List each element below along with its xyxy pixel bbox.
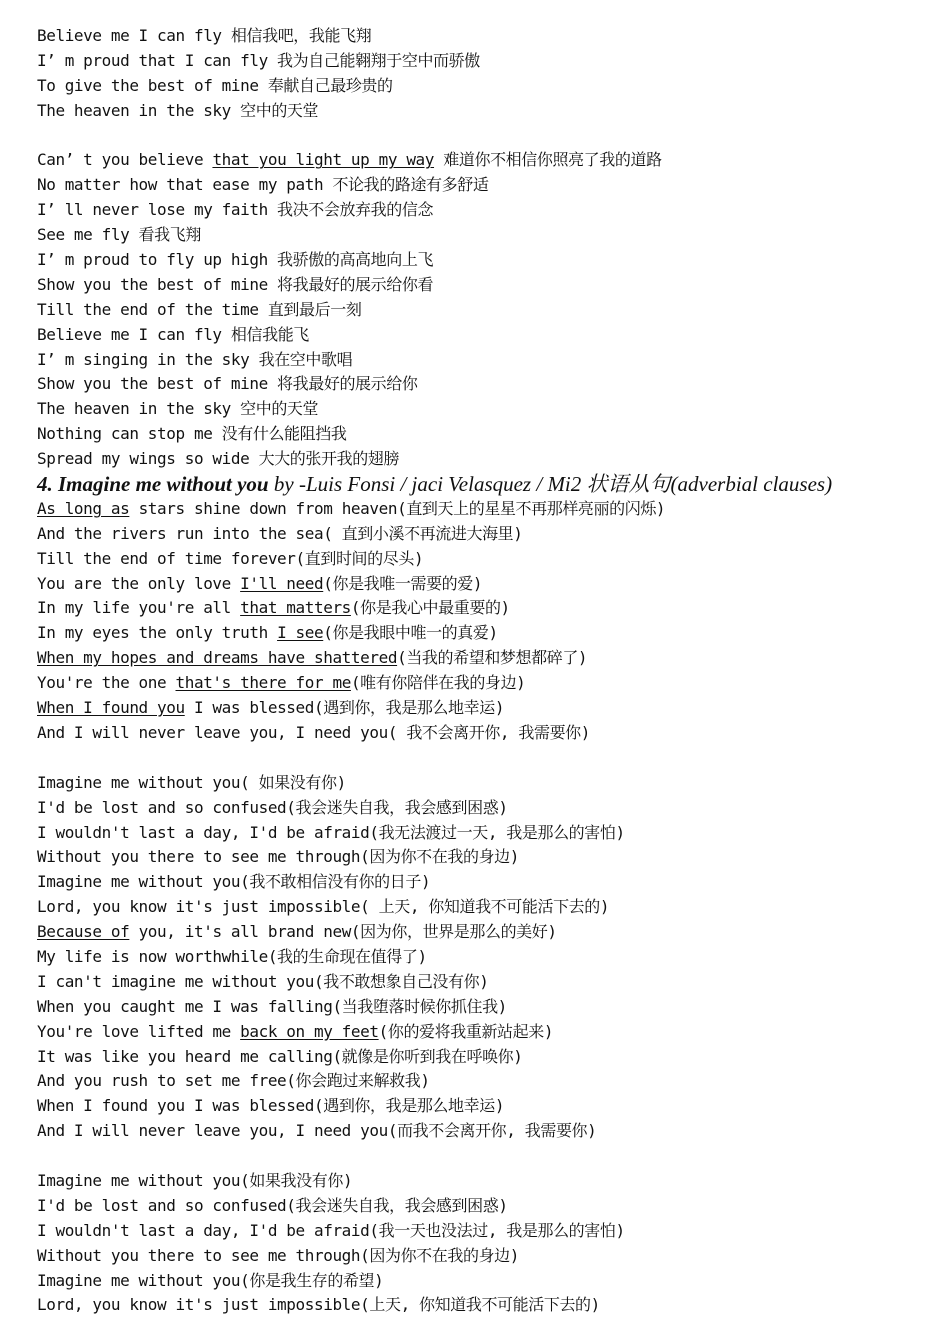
lyric-line: Believe me I can fly 相信我吧，我能飞翔: [37, 26, 372, 45]
lyric-line: [37, 497, 937, 522]
lyric-line: Till the end of the time 直到最后一刻: [37, 299, 362, 319]
lyric-line: My life is now worthwhile(我的生命现在值得了): [37, 946, 427, 966]
song-heading: [37, 472, 937, 497]
lyric-line: [37, 148, 937, 173]
lyric-text: You're the one: [37, 673, 176, 693]
lyric-line: [37, 920, 937, 945]
lyric-line: Imagine me without you(如果我没有你): [37, 1170, 353, 1190]
lyric-text: you, it's all brand new(因为你，世界是那么的美好): [129, 922, 557, 942]
lyric-line: I can't imagine me without you(我不敢想象自己没有你): [37, 971, 489, 991]
blank-line: [37, 746, 937, 771]
lyric-line: It was like you heard me calling(就像是你听到我在呼唤你): [37, 1046, 523, 1066]
underlined-phrase: When I found you: [37, 698, 185, 718]
lyric-text: stars shine down from heaven(直到天上的星星不再那样亮丽的闪烁): [129, 498, 666, 518]
lyric-line: When I found you I was blessed(遇到你，我是那么地幸运): [37, 1096, 505, 1116]
lyric-line: Till the end of time forever(直到时间的尽头): [37, 548, 424, 568]
lyric-line: The heaven in the sky 空中的天堂: [37, 399, 319, 419]
lyric-line: See me fly 看我飞翔: [37, 225, 201, 245]
lyric-line: I'd be lost and so confused(我会迷失自我，我会感到困惑): [37, 1195, 508, 1215]
lyric-text: (当我的希望和梦想都碎了): [397, 648, 588, 668]
lyric-text: (你是我眼中唯一的真爱): [323, 623, 498, 643]
lyric-line: [37, 1020, 937, 1045]
blank-line: [37, 1144, 937, 1169]
lyric-line: I wouldn't last a day, I'd be afraid(我无法渡过一天, 我是那么的害怕): [37, 822, 625, 842]
underlined-phrase: Because of: [37, 922, 130, 942]
lyric-line: Show you the best of mine 将我最好的展示给你: [37, 374, 418, 394]
lyric-line: I wouldn't last a day, I'd be afraid(我一天也没法过, 我是那么的害怕): [37, 1220, 625, 1240]
lyric-text: (你的爱将我重新站起来): [378, 1021, 554, 1041]
lyric-line: No matter how that ease my path 不论我的路途有多舒适: [37, 175, 489, 195]
lyric-line: And you rush to set me free(你会跑过来解救我): [37, 1071, 430, 1091]
lyric-text: (你是我唯一需要的爱): [323, 573, 483, 593]
lyric-line: [37, 671, 937, 696]
song-credits: by -Luis Fonsi / jaci Velasquez / Mi2 状语从句(adverbial clauses): [268, 472, 833, 497]
lyric-line: And the rivers run into the sea( 直到小溪不再流进大海里): [37, 523, 523, 543]
lyric-line: Lord, you know it's just impossible( 上天, 你知道我不可能活下去的): [37, 897, 610, 917]
underlined-phrase: that's there for me: [175, 673, 351, 693]
lyric-line: Lord, you know it's just impossible(上天, 你知道我不可能活下去的): [37, 1295, 600, 1315]
underlined-phrase: As long as: [37, 498, 130, 518]
underlined-phrase: that matters: [240, 598, 351, 618]
lyric-line: Show you the best of mine 将我最好的展示给你看: [37, 274, 434, 294]
lyric-text: In my eyes the only truth: [37, 623, 278, 643]
lyric-line: I’ m singing in the sky 我在空中歌唱: [37, 349, 353, 369]
underlined-phrase: I'll need: [240, 573, 324, 593]
lyric-line: [37, 696, 937, 721]
lyric-text: I was blessed(遇到你，我是那么地幸运): [184, 698, 505, 718]
lyric-text: In my life you're all: [37, 598, 241, 618]
lyric-line: Without you there to see me through(因为你不在我的身边): [37, 1245, 520, 1265]
lyric-line: [37, 572, 937, 597]
lyric-line: I’ m proud to fly up high 我骄傲的高高地向上飞: [37, 250, 434, 270]
lyric-line: Imagine me without you(我不敢相信没有你的日子): [37, 872, 431, 892]
lyric-line: [37, 621, 937, 646]
lyric-line: Nothing can stop me 没有什么能阻挡我: [37, 424, 347, 444]
lyric-text: (你是我心中最重要的): [350, 598, 510, 618]
lyric-line: I'd be lost and so confused(我会迷失自我，我会感到困惑): [37, 797, 508, 817]
lyric-line: Imagine me without you( 如果没有你): [37, 772, 346, 792]
lyric-line: And I will never leave you, I need you( 我不会离开你, 我需要你): [37, 722, 591, 742]
lyric-text: 难道你不相信你照亮了我的道路: [434, 150, 662, 170]
blank-line: [37, 124, 937, 149]
lyric-text: Can’ t you believe: [37, 150, 213, 170]
lyric-line: Believe me I can fly 相信我能飞: [37, 324, 309, 344]
lyric-line: Without you there to see me through(因为你不在我的身边): [37, 847, 520, 867]
lyric-line: When you caught me I was falling(当我堕落时候你抓住我): [37, 996, 507, 1016]
underlined-phrase: When my hopes and dreams have shattered: [37, 648, 398, 668]
lyric-line: Spread my wings so wide 大大的张开我的翅膀: [37, 449, 399, 469]
song-title: 4. Imagine me without you: [37, 472, 269, 497]
lyric-text: (唯有你陪伴在我的身边): [350, 673, 526, 693]
underlined-phrase: I see: [277, 623, 324, 643]
underlined-phrase: back on my feet: [240, 1021, 379, 1041]
lyric-text: You are the only love: [37, 573, 241, 593]
lyric-line: And I will never leave you, I need you(而我不会离开你, 我需要你): [37, 1121, 597, 1141]
lyrics-document: [37, 24, 937, 1318]
lyric-line: I’ ll never lose my faith 我决不会放弃我的信念: [37, 200, 434, 220]
lyric-line: The heaven in the sky 空中的天堂: [37, 100, 319, 120]
lyric-line: I’ m proud that I can fly 我为自己能翱翔于空中而骄傲: [37, 50, 480, 70]
underlined-phrase: that you light up my way: [212, 150, 435, 170]
lyric-line: Imagine me without you(你是我生存的希望): [37, 1270, 384, 1290]
lyric-line: [37, 596, 937, 621]
lyric-line: To give the best of mine 奉献自己最珍贵的: [37, 75, 393, 95]
lyric-line: [37, 646, 937, 671]
lyric-text: You're love lifted me: [37, 1021, 241, 1041]
